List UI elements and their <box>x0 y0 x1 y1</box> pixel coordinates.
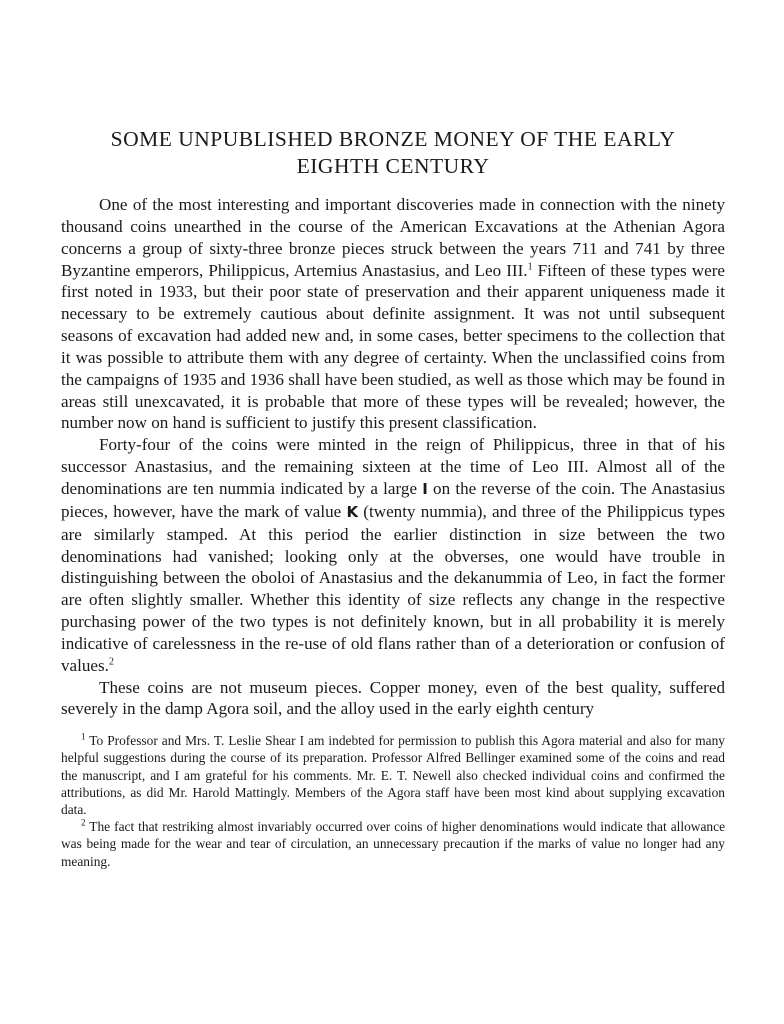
footnote-1-text: To Professor and Mrs. T. Leslie Shear I am indebted for permission to publish this Agora material and also for many helpful suggestions during the course of its preparation. Professor Alfred Bellinger examined some of the coins and read the manuscript, and I am grateful for his comments. Mr. E. T. Newell also checked individual coins and confirmed the attributions, as did Mr. Harold Mattingly. Members of the Agora staff have been most kind about supplying excavation data. <box>61 733 725 818</box>
paragraph-1 <box>61 194 725 434</box>
paragraph-2-text-c: (twenty nummia), and three of the Philippicus types are similarly stamped. At this period the earlier distinction in size between the two denominations had vanished; looking only at the obverses, one would have trouble in distinguishing between the oboloi of Anastasius and the dekanummia of Leo, in fact the former are often slightly smaller. Whether this identity of size reflects any change in the respective purchasing power of the two types is not definitely known, but in all probability it is merely indicative of carelessness in the re-use of old flans rather than of a deterioration or confusion of values. <box>61 501 725 675</box>
paragraph-1-text-a: One of the most interesting and important discoveries made in connection with the ninety thousand coins unearthed in the course of the American Excavations at the Athenian Agora concerns a group of sixty-three bronze pieces struck between the years 711 and 741 by three Byzantine emperors, Philippicus, Artemius Anastasius, and Leo III. <box>61 195 725 280</box>
paragraph-1-text-b: Fifteen of these types were first noted in 1933, but their poor state of preservation and their apparent uniqueness made it necessary to be extremely cautious about definite assignment. It was not until subsequent seasons of excavation had added new and, in some cases, better specimens to the collection that it was possible to attribute them with any degree of certainty. When the unclassified coins from the campaigns of 1935 and 1936 shall have been studied, as well as those which may be found in areas still unexcavated, it is probable that more of these types will be revealed; however, the number now on hand is sufficient to justify this present classification. <box>61 260 725 433</box>
paragraph-2-text-a: Forty-four of the coins were minted in the reign of Philippicus, three in that of his successor Anastasius, and the remaining sixteen at the time of Leo III. Almost all of the denominations are ten nummia indicated by a large <box>61 435 725 498</box>
paragraph-2 <box>61 434 725 676</box>
footnote-ref-1[interactable]: 1 <box>527 260 533 272</box>
ten-nummia-mark-icon: I <box>422 479 428 498</box>
title-line-1: SOME UNPUBLISHED BRONZE MONEY OF THE EARLY <box>110 127 676 151</box>
article-title <box>61 126 725 180</box>
article-body <box>61 194 725 720</box>
paragraph-2-text-b: on the reverse of the coin. The Anastasius pieces, however, have the mark of value <box>61 478 725 521</box>
footnote-2-number: 2 <box>81 817 86 828</box>
footnote-2 <box>61 818 725 870</box>
footnote-ref-2[interactable]: 2 <box>108 656 114 668</box>
footnotes <box>61 732 725 870</box>
footnote-2-text: The fact that restriking almost invariably occurred over coins of higher denominations would indicate that allowance was being made for the wear and tear of circulation, an unnecessary precaution if the marks of value no longer had any meaning. <box>61 819 726 869</box>
footnote-1 <box>61 732 725 818</box>
paragraph-3: These coins are not museum pieces. Copper money, even of the best quality, suffered severely in the damp Agora soil, and the alloy used in the early eighth century <box>61 677 725 719</box>
title-line-2: EIGHTH CENTURY <box>296 154 490 178</box>
page <box>61 126 725 870</box>
footnote-1-number: 1 <box>81 731 86 742</box>
twenty-nummia-mark-icon: K <box>346 502 359 521</box>
